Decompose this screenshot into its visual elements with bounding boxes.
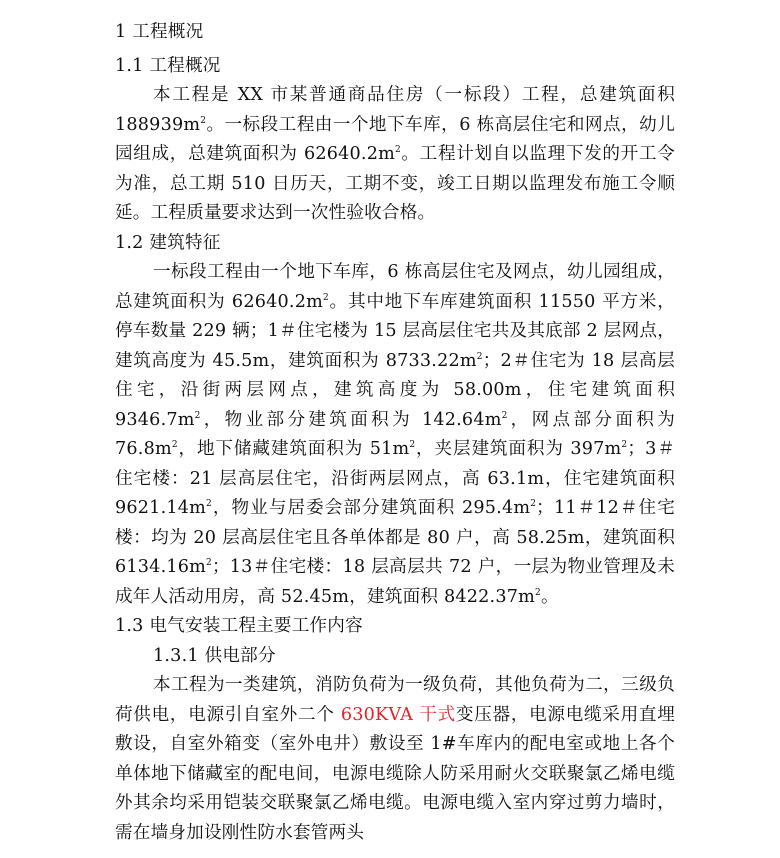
paragraph-power-supply: 本工程为一类建筑，消防负荷为一级负荷，其他负荷为二，三级负荷供电，电源引自室外二个 630KVA 干式变压器，电源电缆采用直埋敷设，自室外箱变（室外电井）敷设至 1#车库内的配电室或地上各个单体地下储藏室的配电间，电源电缆除人防采用耐火交联聚氯乙烯电缆外其余均采用铠装交联聚氯乙烯电缆。电源电缆入室内穿过剪力墙时，需在墙身加设刚性防水套管两头 [115,675,675,843]
paragraph-building-features: 一标段工程由一个地下车库，6 栋高层住宅及网点，幼儿园组成，总建筑面积为 $62640.2m^2$。其中地下车库建筑面积 11550 平方米，停车数量 229 辆；1＃住宅楼为 15 层高层住宅共及其底部 2 层网点，建筑高度为 45.5m，建筑面积为 $8733.22m^2$；2＃住宅为 18 层高层住宅，沿街两层网点，建筑高度为 58.00m，住宅建筑面积 $9346.7m^2$，物业部分建筑面积为 $142.64m^2$，网点部分面积为 $76.8m^2$，地下储藏建筑面积为 $51m^2$，夹层建筑面积为 $397m^2$；3＃住宅楼：21 层高层住宅，沿街两层网点，高 63.1m，住宅建筑面积 $9621.14m^2$，物业与居委会部分建筑面积 $295.4m^2$；11＃12＃住宅楼：均为 20 层高层住宅且各单体都是 80 户，高 58.25m，建筑面积 $6134.16m^2$；13＃住宅楼：18 层高层共 72 户，一层为物业管理及未成年人活动用房，高 52.45m，建筑面积 $8422.37m^2$。 [115,262,675,607]
paragraph-project-overview: 本工程是 XX 市某普通商品住房（一标段）工程，总建筑面积 $188939m^2$。一标段工程由一个地下车库，6 栋高层住宅和网点，幼儿园组成，总建筑面积为 $62640.2m^2$。工程计划自以监理下发的开工令为准，总工期 510 日历天，工期不变，竣工日期以监理发布施工令顺延。工程质量要求达到一次性验收合格。 [115,85,675,223]
heading-1-3-1: 1.3.1 供电部分 [153,645,276,666]
document-page [115,18,675,848]
highlighted-transformer-spec: 630KVA 干式 [340,704,456,725]
heading-1-1: 1.1 工程概况 [115,55,221,76]
heading-1: 1 工程概况 [115,22,204,42]
heading-1-3: 1.3 电气安装工程主要工作内容 [115,616,363,636]
heading-1-2: 1.2 建筑特征 [115,232,221,253]
